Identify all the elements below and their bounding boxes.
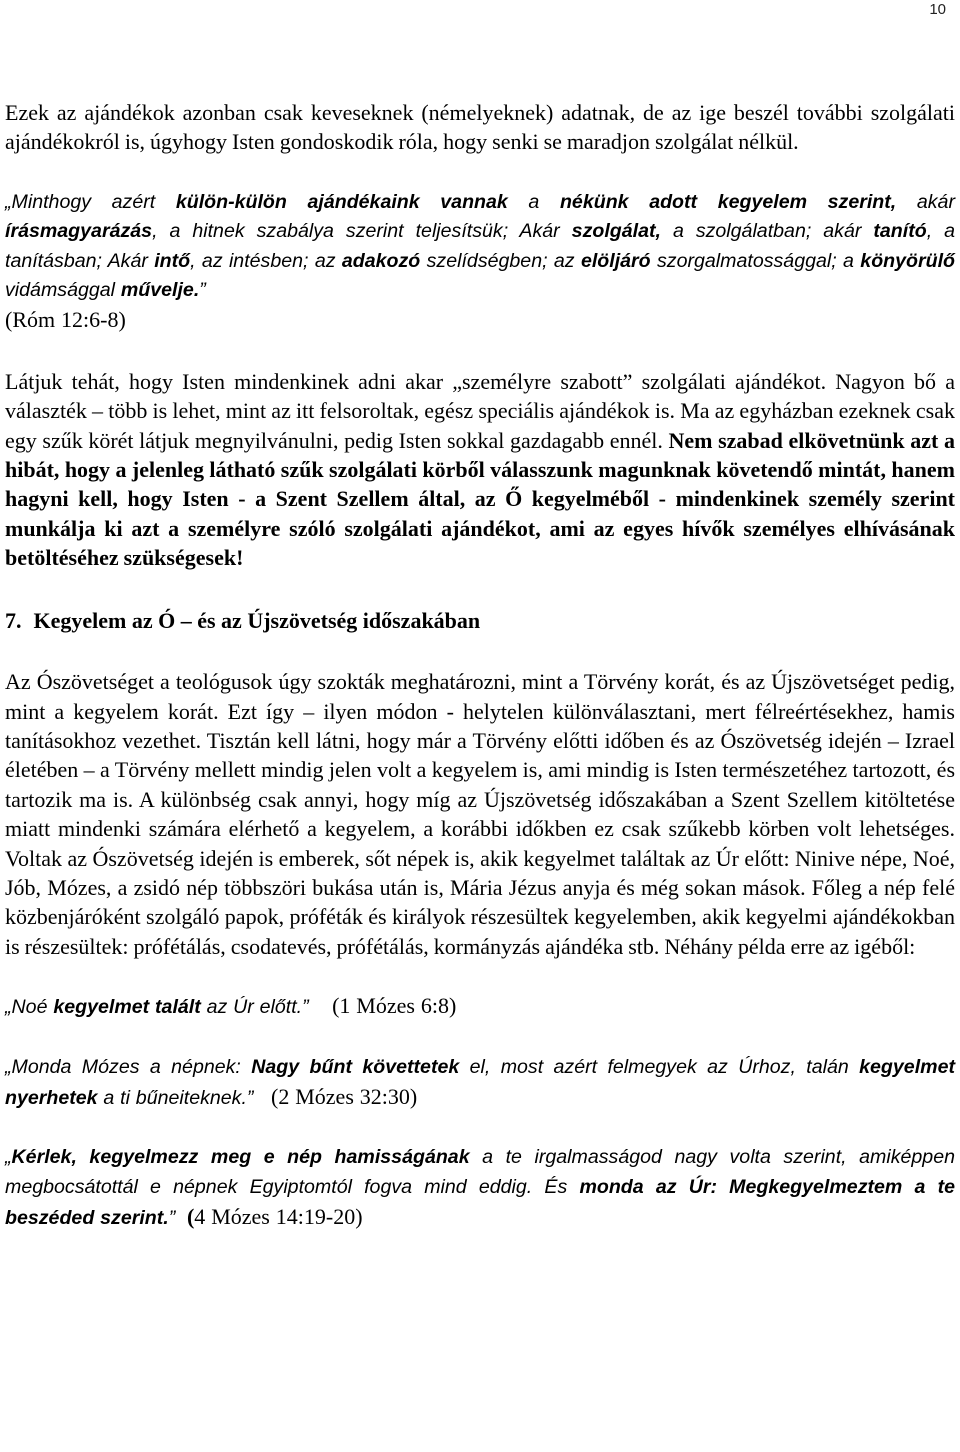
gifts-paragraph [5,367,955,573]
quote-text: Minthogy azért [11,190,176,213]
scripture-reference: (1 Mózes 6:8) [332,993,457,1019]
quote-emphasis: tanító [873,220,927,243]
moses-quote [5,1053,955,1114]
quote-emphasis: Nagy bűnt követtetek [251,1055,460,1078]
covenants-paragraph: Az Ószövetséget a teológusok úgy szokták meghatározni, mint a Törvény korát, és az Újszövetséget pedig, mint a kegyelem korát. Ezt így – ilyen módon - helytelen különválasztani, mert félreértésekhez, hamis tanításokhoz vezethet. Tisztán kell látni, hogy már a Törvény előtti időben és az Ószövetség idején – Izrael életében – a Törvény mellett mindig jelen volt a kegyelem is, ami mindig is Isten természetéhez tartozott, és tartozik ma is. A különbség csak annyi, hogy míg az Újszövetség időszakában a Szent Szellem kitöltetése miatt mindenki számára elérhető a kegyelem, a korábbi időkben ez csak szűkebb körben volt lehetséges. Voltak az Ószövetség idején is emberek, sőt népek is, akik kegyelmet találtak az Úr előtt: Ninive népe, Noé, Jób, Mózes, a zsidó nép többszöri bukása után is, Mária Jézus anyja és még sokan mások. Főleg a nép felé közbenjáróként szolgáló papok, próféták és királyok részesültek kegyelemben, akik kegyelmi ajándékokban is részesültek: prófétálás, csodatevés, prófétálás, kormányzás ajándéka stb. Néhány példa erre az igéből: [5,669,955,959]
quote-emphasis: kegyelmet nyerhetek [5,1055,955,1109]
quote-text: a [507,190,560,213]
quote-close-mark: ” [199,279,206,302]
page-number: 10 [929,1,946,18]
paragraph-text: Látjuk tehát, hogy Isten mindenkinek adni akar „személyre szabott” szolgálati ajándékot. Nagyon bő a választék – több is lehet, mint az itt felsoroltak, egész speciális ajándékok is. Ma az egyházban ezeknek csak egy szűk körét látjuk megnyilvánulni, pedig Isten sokkal gazdagabb ennél. [5,368,955,453]
quote-emphasis: intő [154,249,191,272]
quote-emphasis: írásmagyarázás [5,220,153,243]
scripture-reference: (2 Mózes 32:30) [271,1083,418,1109]
quote-text: , a hitnek szabálya szerint teljesítsük; Akár [152,220,572,243]
quote-emphasis: könyörülő [860,249,956,272]
scripture-reference: 4 Mózes 14:19-20) [194,1204,363,1230]
intro-paragraph: Ezek az ajándékok azonban csak keveseknek (némelyeknek) adatnak, de az ige beszél további szolgálati ajándékokról is, úgyhogy Isten gondoskodik róla, hogy senki se maradjon szolgálat nélkül. [5,100,955,155]
quote-text: vidámsággal [5,279,121,302]
scripture-reference: (Róm 12:6-8) [5,307,126,333]
reference-paren: ( [186,1204,195,1230]
quote-close-mark: ” [302,996,309,1019]
quote-text: a ti bűneiteknek. [97,1086,247,1109]
quote-text: , a tanításban; Akár [5,220,956,272]
quote-text: el, most azért felmegyek az Úrhoz, talán [459,1055,860,1078]
quote-emphasis: kegyelmet talált [53,996,201,1019]
quote-text: a szolgálatban; akár [660,220,874,243]
quote-emphasis: szolgálat, [571,220,661,243]
section-heading [5,606,955,635]
quote-open-mark: „ [5,190,12,213]
emphasized-statement: Nem szabad elkövetnünk azt a hibát, hogy a jelenleg látható szűk szolgálati körből válasszunk magunknak követendő mintát, hanem hagyni kell, hogy Isten - a Szent Szellem által, az Ő kegyelméből - mindenkinek személy szerint munkálja ki azt a személyre szóló szolgálati ajándékot, ami az egyes hívők személyes elhívásának betöltéséhez szükségesek! [5,427,955,571]
quote-text: „Monda Mózes a népnek: [5,1055,252,1078]
document-body [5,98,955,1234]
quote-close-mark: ” [246,1086,254,1109]
quote-emphasis: Kérlek, kegyelmezz meg e nép hamisságának [11,1146,470,1169]
quote-emphasis: elöljáró [580,249,651,272]
quote-emphasis: külön-külön ajándékaink vannak [175,190,508,213]
quote-text: szorgalmatossággal; a [650,249,861,272]
quote-emphasis: nékünk adott kegyelem szerint, [559,190,897,213]
romans-quote [5,188,955,337]
quote-emphasis: művelje. [120,279,200,302]
section-title: Kegyelem az Ó – és az Újszövetség időszakában [33,607,481,633]
quote-text: az Úr előtt. [200,996,303,1019]
quote-open-mark: „ [5,1146,12,1169]
quote-text: szelídségben; az [420,249,581,272]
quote-text: , az intésben; az [190,249,342,272]
quote-text: „Noé [5,996,54,1019]
numbers-quote [5,1143,955,1233]
section-number: 7. [5,607,22,633]
quote-emphasis: adakozó [341,249,421,272]
quote-text: a te irgalmasságod nagy volta szerint, amiképpen megbocsátottál e népnek Egyiptomtól fogva mind eddig. És [5,1146,955,1198]
quote-text: akár [896,190,955,213]
noah-quote [5,991,955,1022]
quote-close-mark: ” [168,1207,176,1230]
quote-emphasis: monda az Úr: Megkegyelmeztem a te beszéded szerint. [5,1175,955,1230]
